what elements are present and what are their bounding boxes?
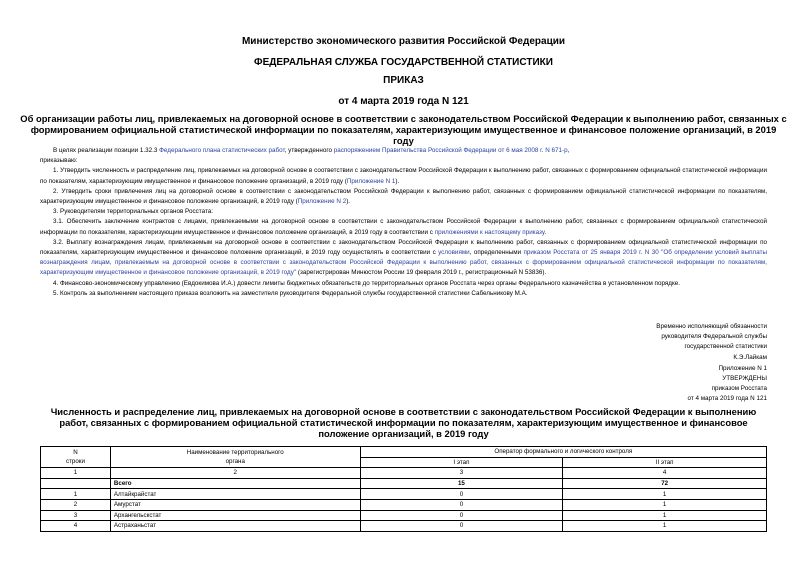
row-name: Всего xyxy=(110,478,360,489)
row-stage-2: 1 xyxy=(563,499,767,510)
item-text: 3.2. Выплату вознаграждения лицам, привлекаемым на договорной основе в соответствии с законодательством Российской Федерации к выполнению работ, связанных с формированием официальной статистической информации по показателям, характеризующим имущественное и финансовое положение организаций, в 2019 году осуществлять в соответствии с xyxy=(40,238,767,257)
item-3: 3. Руководителям территориальных органов Росстата: xyxy=(53,208,214,216)
item-text: ). xyxy=(395,177,400,185)
row-stage-2: 1 xyxy=(563,510,767,521)
item-text: 2. Утвердить сроки привлечения лиц на договорной основе в соответствии с законодательством Российской Федерации к выполнению работ, связанных с формированием официальной статистической информации по показателям, характеризующим имущественное и финансовое положение организаций, в 2019 году ( xyxy=(40,187,767,206)
government-order-link[interactable]: распоряжением Правительства Российской Федерации от 6 мая 2008 г. N 671-р xyxy=(333,147,568,154)
column-index-row xyxy=(41,468,767,479)
appendix-2-link[interactable]: Приложение N 2 xyxy=(297,198,347,206)
row-stage-2: 72 xyxy=(563,478,767,489)
row-stage-1: 15 xyxy=(360,478,563,489)
appendix-date: от 4 марта 2019 года N 121 xyxy=(687,395,767,403)
order-body xyxy=(40,146,767,299)
item-3-1 xyxy=(40,217,767,237)
header-operator: Оператор формального и логического контроля xyxy=(360,447,766,458)
column-index: 1 xyxy=(41,468,111,479)
column-index: 3 xyxy=(360,468,563,479)
row-name: Амурстат xyxy=(110,499,360,510)
signatory-position-line-3: государственной статистики xyxy=(684,343,767,351)
header-territorial-body xyxy=(110,447,360,468)
row-stage-1: 0 xyxy=(360,510,563,521)
column-index: 4 xyxy=(563,468,767,479)
appendix-by-order: приказом Росстата xyxy=(711,385,767,393)
header-text: строки xyxy=(65,458,85,466)
table-header-row xyxy=(41,447,767,458)
table-row xyxy=(41,521,767,532)
federal-plan-link[interactable]: Федерального плана статистических работ xyxy=(159,147,285,154)
row-number: 3 xyxy=(41,510,111,521)
order-date-number: от 4 марта 2019 года N 121 xyxy=(338,96,469,107)
personnel-distribution-table xyxy=(40,446,767,532)
row-name: Алтайкрайстат xyxy=(110,489,360,500)
signatory-name: К.Э.Лайкам xyxy=(733,353,767,361)
appendix-1-link[interactable]: Приложение N 1 xyxy=(346,177,396,185)
service-heading: ФЕДЕРАЛЬНАЯ СЛУЖБА ГОСУДАРСТВЕННОЙ СТАТИСТИКИ xyxy=(254,57,553,68)
document-type-heading: ПРИКАЗ xyxy=(383,75,424,86)
preamble-paragraph xyxy=(40,146,767,156)
row-name: Астраханьстат xyxy=(110,521,360,532)
item-2 xyxy=(40,187,767,207)
row-number: 2 xyxy=(41,499,111,510)
row-number: 1 xyxy=(41,489,111,500)
item-4: 4. Финансово-экономическому управлению (Евдокимова И.А.) довести лимиты бюджетных обязательств до территориальных органов Росстата через органы Федерального казначейства в установленном порядке. xyxy=(53,279,681,287)
item-3-2 xyxy=(40,238,767,279)
preamble-text: В целях реализации позиции 1.32.3 xyxy=(53,147,160,154)
table-row-total xyxy=(41,478,767,489)
table-row xyxy=(41,499,767,510)
signature-block xyxy=(567,322,767,405)
table-row xyxy=(41,510,767,521)
row-stage-1: 0 xyxy=(360,521,563,532)
signatory-position-line-2: руководителя Федеральной службы xyxy=(661,333,767,341)
row-name: Архангельскстат xyxy=(110,510,360,521)
header-stage-1: I этап xyxy=(360,457,563,468)
item-text: 1. Утвердить численность и распределение лиц, привлекаемых на договорной основе в соответствии с законодательством Российской Федерации к выполнению работ, связанных с формированием официальной статистической информации по показателям, характеризующим имущественное и финансовое положение организаций, в 2019 году ( xyxy=(40,167,767,185)
item-text: , определенными xyxy=(469,249,524,257)
header-stage-2: II этап xyxy=(563,457,767,468)
row-stage-2: 1 xyxy=(563,489,767,500)
appendix-approved: УТВЕРЖДЕНЫ xyxy=(722,375,767,383)
item-text: ). xyxy=(346,198,351,206)
item-text: . xyxy=(544,228,547,236)
table-row xyxy=(41,489,767,500)
rosstat-order-link[interactable]: приказом Росстата от 25 января 2019 г. N 30 "Об определении условий выплаты вознаграждения лицам, привлекаемым на договорной основе в соответствии с законодательством Российской Федерации к выполнению работ, связанных с формированием официальной статистической информации по показателям, характеризующим имущественное и финансовое положение организаций, в 2019 году" xyxy=(40,249,767,277)
row-number xyxy=(41,478,111,489)
preamble-text: , утвержденного xyxy=(284,147,334,154)
conditions-link[interactable]: условиями xyxy=(438,249,470,257)
item-1 xyxy=(40,166,767,186)
row-number: 4 xyxy=(41,521,111,532)
order-title: Об организации работы лиц, привлекаемых на договорной основе в соответствии с законодательством Российской Федерации к выполнению работ, связанных с формированием официальной статистической информации по показателям, характеризующим имущественное и финансовое положение организаций, в 2019 году xyxy=(20,113,787,146)
header-text: N xyxy=(73,449,78,457)
row-stage-1: 0 xyxy=(360,489,563,500)
order-verb: приказываю: xyxy=(40,157,78,165)
table-title: Численность и распределение лиц, привлекаемых на договорной основе в соответствии с законодательством Российской Федерации к выполнению работ, связанных с формированием официальной статистической информации по показателям, характеризующим имущественное и финансовое положение организаций, в 2019 году xyxy=(50,406,757,439)
header-text: органа xyxy=(225,458,245,466)
preamble-text: , xyxy=(567,147,570,154)
item-text: 3.1. Обеспечить заключение контрактов с лицами, привлекаемыми на договорной основе в соответствии с законодательством Российской Федерации к выполнению работ, связанных с формированием официальной статистической информации по показателям, характеризующим имущественное и финансовое положение организаций, в 2019 году в соответствии с xyxy=(40,218,767,236)
signatory-position-line-1: Временно исполняющий обязанности xyxy=(656,323,767,330)
item-text: (зарегистрирован Минюстом России 19 февраля 2019 г., регистрационный N 53836). xyxy=(296,269,547,277)
item-5: 5. Контроль за выполнением настоящего приказа возложить на заместителя руководителя Федеральной службы государственной статистики Сабельникову М.А. xyxy=(53,289,528,297)
header-row-number xyxy=(41,447,111,468)
appendices-link[interactable]: приложениями к настоящему приказу xyxy=(434,228,545,236)
appendix-label: Приложение N 1 xyxy=(718,364,767,372)
column-index: 2 xyxy=(110,468,360,479)
ministry-heading: Министерство экономического развития Российской Федерации xyxy=(241,36,566,47)
row-stage-2: 1 xyxy=(563,521,767,532)
row-stage-1: 0 xyxy=(360,499,563,510)
header-text: Наименование территориального xyxy=(186,449,284,457)
